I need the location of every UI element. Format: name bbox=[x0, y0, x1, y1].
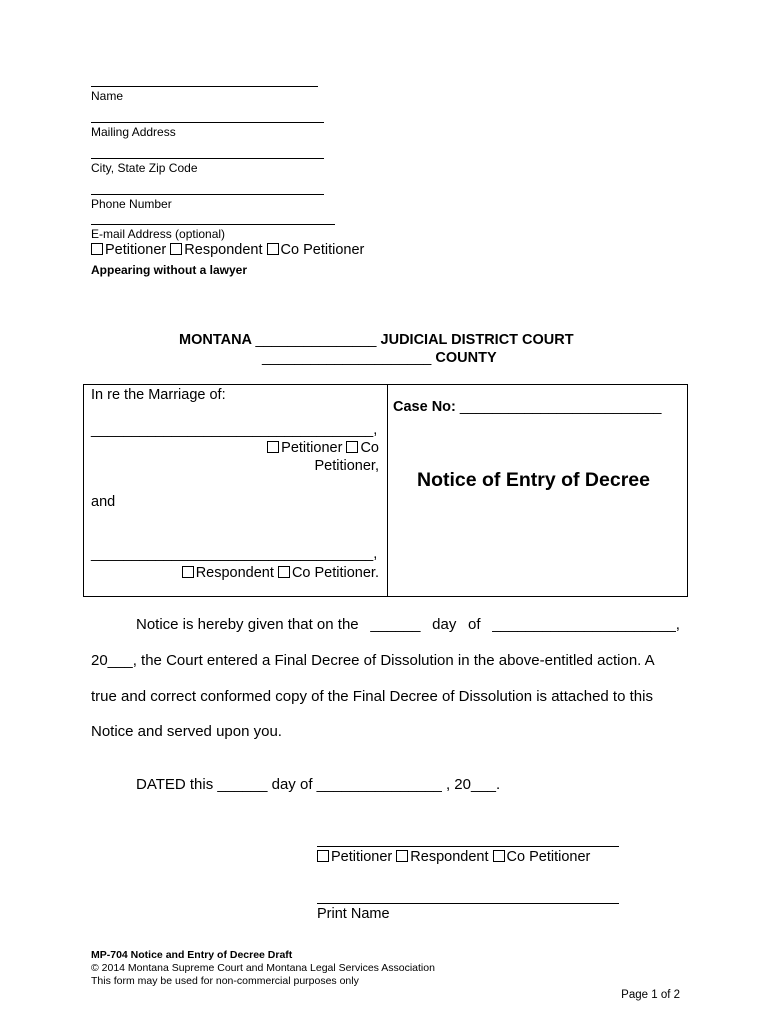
mailing-address-label: Mailing Address bbox=[91, 125, 176, 139]
document-title: Notice of Entry of Decree bbox=[417, 469, 650, 491]
caption-and: and bbox=[91, 494, 116, 510]
footer-usage: This form may be used for non-commercial purposes only bbox=[91, 975, 359, 987]
sig-respondent-label: Respondent bbox=[410, 849, 489, 865]
dated-line[interactable]: DATED this ______ day of _______________ , 20___. bbox=[136, 776, 501, 793]
print-name-label: Print Name bbox=[317, 906, 390, 922]
body-line-1-d: of bbox=[468, 616, 481, 633]
month-blank[interactable]: ______________________, bbox=[492, 616, 680, 633]
in-re-marriage: In re the Marriage of: bbox=[91, 387, 226, 403]
body-line-1 bbox=[136, 616, 680, 633]
caption-right-border bbox=[687, 384, 688, 596]
caption-petitioner-options bbox=[200, 440, 379, 456]
phone-line[interactable] bbox=[91, 194, 324, 195]
caption-co-label: Co bbox=[360, 440, 379, 456]
sig-respondent-checkbox[interactable] bbox=[396, 850, 408, 862]
caption-respondent-options bbox=[150, 565, 379, 581]
day-blank[interactable]: ______ bbox=[370, 616, 421, 633]
caption-petitioner-checkbox[interactable] bbox=[267, 441, 279, 453]
sig-co-petitioner-label: Co Petitioner bbox=[506, 849, 591, 865]
petitioner-name-blank[interactable]: ___________________________________, bbox=[91, 422, 378, 438]
sig-co-petitioner-checkbox[interactable] bbox=[493, 850, 505, 862]
court-heading-line2 bbox=[262, 350, 497, 366]
caption-co-petitioner-label: Co Petitioner. bbox=[291, 565, 379, 581]
respondent-option-label: Respondent bbox=[184, 242, 263, 258]
case-no-label: Case No: bbox=[393, 399, 456, 415]
petitioner-checkbox[interactable] bbox=[91, 243, 103, 255]
petitioner-option-label: Petitioner bbox=[105, 242, 167, 258]
caption-co-checkbox[interactable] bbox=[346, 441, 358, 453]
body-line-1-c: day bbox=[432, 616, 457, 633]
court-state: MONTANA bbox=[179, 332, 252, 348]
co-petitioner-checkbox[interactable] bbox=[267, 243, 279, 255]
mailing-address-line[interactable] bbox=[91, 122, 324, 123]
city-state-zip-label: City, State Zip Code bbox=[91, 161, 198, 175]
body-line-4: Notice and served upon you. bbox=[91, 723, 282, 740]
body-line-2: 20___, the Court entered a Final Decree of Dissolution in the above-entitled action. A bbox=[91, 652, 655, 669]
appearing-note: Appearing without a lawyer bbox=[91, 263, 248, 277]
email-label: E-mail Address (optional) bbox=[91, 227, 226, 241]
email-line[interactable] bbox=[91, 224, 335, 225]
body-line-1-a: Notice is hereby given that on the bbox=[136, 616, 359, 633]
signature-role-options bbox=[317, 849, 590, 865]
caption-top-border bbox=[83, 384, 688, 385]
respondent-name-blank[interactable]: ___________________________________, bbox=[91, 546, 378, 562]
county-label: COUNTY bbox=[435, 350, 497, 366]
case-no-blank[interactable]: _________________________ bbox=[459, 399, 662, 415]
caption-respondent-checkbox[interactable] bbox=[182, 566, 194, 578]
court-name: JUDICIAL DISTRICT COURT bbox=[380, 332, 574, 348]
court-heading-line1 bbox=[179, 332, 574, 348]
footer-copyright: © 2014 Montana Supreme Court and Montana Legal Services Association bbox=[91, 962, 435, 974]
print-name-line[interactable] bbox=[317, 903, 619, 904]
caption-petitioner-cont: Petitioner, bbox=[314, 458, 379, 474]
city-state-zip-line[interactable] bbox=[91, 158, 324, 159]
judicial-district-blank[interactable]: _______________ bbox=[255, 332, 377, 348]
caption-petitioner-label: Petitioner bbox=[281, 440, 343, 456]
caption-divider bbox=[387, 384, 388, 596]
sig-petitioner-checkbox[interactable] bbox=[317, 850, 329, 862]
caption-left-border bbox=[83, 384, 84, 596]
county-blank[interactable]: _____________________ bbox=[262, 350, 432, 366]
name-label: Name bbox=[91, 89, 124, 103]
phone-label: Phone Number bbox=[91, 197, 172, 211]
body-line-3: true and correct conformed copy of the Final Decree of Dissolution is attached to this bbox=[91, 688, 653, 705]
co-petitioner-option-label: Co Petitioner bbox=[280, 242, 365, 258]
caption-co-petitioner-checkbox[interactable] bbox=[278, 566, 290, 578]
respondent-checkbox[interactable] bbox=[170, 243, 182, 255]
footer-form-id: MP-704 Notice and Entry of Decree Draft bbox=[91, 949, 293, 961]
footer-page-number: Page 1 of 2 bbox=[621, 989, 680, 1001]
sig-petitioner-label: Petitioner bbox=[331, 849, 393, 865]
caption-bottom-border bbox=[83, 596, 688, 597]
case-number-row bbox=[393, 399, 662, 415]
caption-respondent-label: Respondent bbox=[195, 565, 274, 581]
signature-line[interactable] bbox=[317, 846, 619, 847]
party-role-options bbox=[91, 242, 364, 258]
name-line[interactable] bbox=[91, 86, 318, 87]
